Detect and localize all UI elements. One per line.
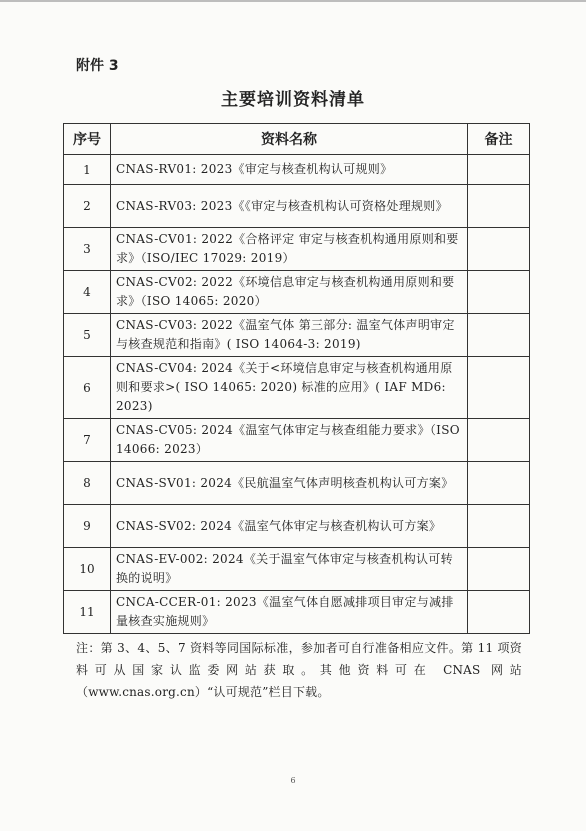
row-no: 3: [64, 228, 111, 271]
table-row: [64, 185, 530, 228]
row-name: CNAS-SV01: 2024《民航温室气体声明核查机构认可方案》: [111, 462, 468, 505]
header-name: 资料名称: [111, 124, 468, 155]
row-no: 6: [64, 357, 111, 419]
row-remark: [468, 357, 530, 419]
table-row: [64, 505, 530, 548]
row-name: CNAS-SV02: 2024《温室气体审定与核查机构认可方案》: [111, 505, 468, 548]
row-remark: [468, 505, 530, 548]
page-number: 6: [290, 776, 296, 785]
row-remark: [468, 591, 530, 634]
row-remark: [468, 271, 530, 314]
table-header-row: [64, 124, 530, 155]
footnote: 注：第 3、4、5、7 资料等同国际标准，参加者可自行准备相应文件。第 11 项资料可从国家认监委网站获取。其他资料可在 CNAS 网站（www.cnas.org.cn）“认可规范”栏目下载。: [76, 641, 522, 699]
row-remark: [468, 462, 530, 505]
row-no: 4: [64, 271, 111, 314]
table-row: [64, 155, 530, 185]
table-row: [64, 591, 530, 634]
table-row: [64, 271, 530, 314]
top-rule: [0, 0, 586, 2]
row-name: CNAS-CV04: 2024《关于<环境信息审定与核查机构通用原则和要求>( ISO 14065: 2020) 标准的应用》( IAF MD6: 2023): [111, 357, 468, 419]
row-remark: [468, 228, 530, 271]
table-row: [64, 462, 530, 505]
row-no: 11: [64, 591, 111, 634]
materials-table: [63, 123, 530, 634]
table-row: [64, 357, 530, 419]
row-remark: [468, 155, 530, 185]
row-remark: [468, 419, 530, 462]
row-remark: [468, 548, 530, 591]
document-title: 主要培训资料清单: [221, 90, 365, 110]
row-no: 7: [64, 419, 111, 462]
attachment-label: 附件 3: [76, 58, 119, 74]
row-name: CNAS-EV-002: 2024《关于温室气体审定与核查机构认可转换的说明》: [111, 548, 468, 591]
table-row: [64, 314, 530, 357]
row-no: 10: [64, 548, 111, 591]
row-no: 8: [64, 462, 111, 505]
row-no: 1: [64, 155, 111, 185]
row-name: CNAS-RV03: 2023《《审定与核查机构认可资格处理规则》: [111, 185, 468, 228]
row-name: CNAS-CV01: 2022《合格评定 审定与核查机构通用原则和要求》（ISO/IEC 17029: 2019）: [111, 228, 468, 271]
row-remark: [468, 185, 530, 228]
row-name: CNAS-CV03: 2022《温室气体 第三部分: 温室气体声明审定与核查规范和指南》( ISO 14064-3: 2019): [111, 314, 468, 357]
table-row: [64, 228, 530, 271]
table-row: [64, 419, 530, 462]
row-remark: [468, 314, 530, 357]
table-row: [64, 548, 530, 591]
header-no: 序号: [64, 124, 111, 155]
row-name: CNAS-CV02: 2022《环境信息审定与核查机构通用原则和要求》（ISO 14065: 2020）: [111, 271, 468, 314]
row-no: 9: [64, 505, 111, 548]
row-name: CNAS-RV01: 2023《审定与核查机构认可规则》: [111, 155, 468, 185]
row-name: CNCA-CCER-01: 2023《温室气体自愿减排项目审定与减排量核查实施规则》: [111, 591, 468, 634]
row-no: 5: [64, 314, 111, 357]
header-remark: 备注: [468, 124, 530, 155]
row-name: CNAS-CV05: 2024《温室气体审定与核查组能力要求》（ISO 14066: 2023）: [111, 419, 468, 462]
row-no: 2: [64, 185, 111, 228]
